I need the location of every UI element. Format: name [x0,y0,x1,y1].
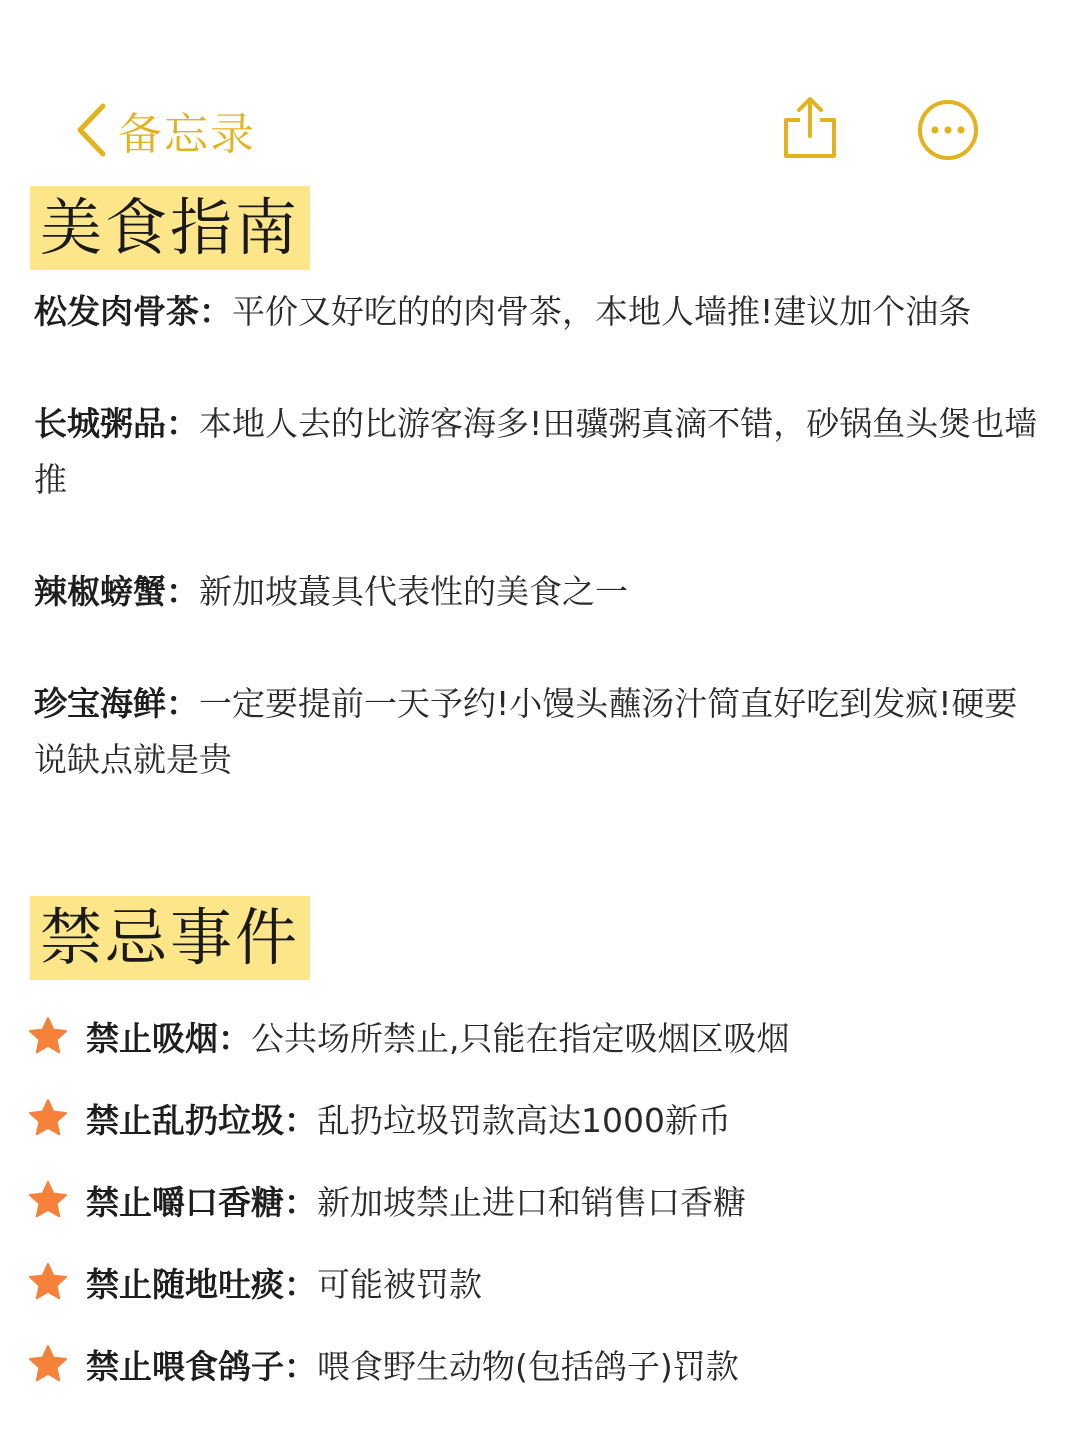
food-item-name: 长城粥品 [34,404,166,443]
taboo-item-name: 禁止乱扔垃圾 [86,1100,284,1140]
taboo-item-separator: ： [284,1346,317,1386]
taboo-item [28,995,1048,1077]
star-icon [28,1344,68,1384]
food-item-separator: ： [166,684,199,723]
taboo-item-separator: ： [218,1018,251,1058]
star-icon [28,1016,68,1056]
taboo-item-description: 可能被罚款 [317,1264,482,1304]
food-item-separator: ： [166,572,199,611]
food-item-name: 辣椒螃蟹 [34,572,166,611]
food-list [34,284,1044,844]
star-icon [28,1098,68,1138]
food-item-description: 新加坡蕞具代表性的美食之一 [199,572,628,611]
share-button[interactable] [782,96,838,160]
share-icon [782,96,838,160]
taboo-item [28,1159,1048,1241]
taboo-item [28,1323,1048,1405]
food-item-description: 本地人去的比游客海多!田骥粥真滴不错，砂锅鱼头煲也墙推 [34,404,1038,499]
taboo-item-separator: ： [284,1264,317,1304]
food-item-description: 一定要提前一天予约!小馒头蘸汤汁简直好吃到发疯!硬要说缺点就是贵 [34,684,1018,779]
taboo-item-separator: ： [284,1182,317,1222]
taboo-item-name: 禁止喂食鸽子 [86,1346,284,1386]
taboo-item-description: 喂食野生动物(包括鸽子)罚款 [317,1346,739,1386]
food-item [34,396,1044,508]
ellipsis-circle-icon [916,98,980,162]
food-section-title: 美食指南 [30,186,310,270]
food-item [34,564,1044,620]
taboo-item-description: 公共场所禁止,只能在指定吸烟区吸烟 [251,1018,790,1058]
taboo-item-separator: ： [284,1100,317,1140]
food-item-name: 珍宝海鲜 [34,684,166,723]
food-item-name: 松发肉骨茶 [34,292,199,331]
taboo-item [28,1241,1048,1323]
back-label: 备忘录 [118,109,256,160]
taboo-item-name: 禁止随地吐痰 [86,1264,284,1304]
taboo-item [28,1077,1048,1159]
back-button[interactable] [74,98,256,162]
taboo-list [28,995,1048,1405]
taboo-item-description: 新加坡禁止进口和销售口香糖 [317,1182,746,1222]
star-icon [28,1180,68,1220]
food-item [34,284,1044,340]
food-item-separator: ： [199,292,232,331]
star-icon [28,1262,68,1302]
navigation-bar [0,92,1080,168]
taboo-item-description: 乱扔垃圾罚款高达1000新币 [317,1100,731,1140]
more-button[interactable] [916,98,980,162]
food-item-description: 平价又好吃的的肉骨茶，本地人墙推!建议加个油条 [232,292,972,331]
food-item [34,676,1044,788]
taboo-item-name: 禁止吸烟 [86,1018,218,1058]
chevron-left-icon [74,102,108,158]
taboo-section-title: 禁忌事件 [30,896,310,980]
food-item-separator: ： [166,404,199,443]
taboo-item-name: 禁止嚼口香糖 [86,1182,284,1222]
